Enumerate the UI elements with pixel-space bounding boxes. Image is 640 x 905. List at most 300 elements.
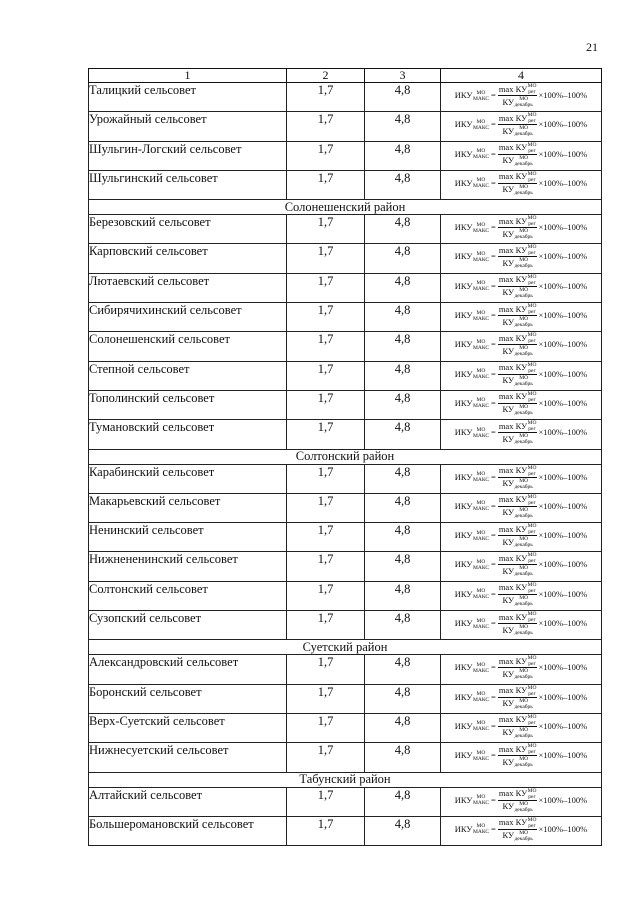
formula-den-sub: декабрь — [514, 409, 533, 416]
municipality-name: Нижнесуетский сельсовет — [89, 743, 287, 772]
value-col3: 4,8 — [365, 215, 441, 244]
formula-denominator — [501, 698, 533, 710]
formula-lhs-scripts — [473, 471, 489, 483]
value-col2: 1,7 — [287, 655, 365, 684]
formula-den-scripts — [514, 727, 532, 739]
formula-num-sup: МО — [527, 141, 537, 148]
table-row — [89, 390, 602, 419]
formula-fraction — [498, 244, 538, 269]
formula-denominator — [501, 125, 533, 137]
formula-den-scripts — [514, 478, 532, 490]
formula-tail: ×100%–100% — [538, 368, 588, 379]
formula-den-scripts — [514, 756, 532, 768]
formula-eq: = — [491, 500, 496, 511]
formula-den-sub: декабрь — [514, 439, 533, 446]
formula-fraction — [498, 582, 538, 607]
formula-lhs-scripts — [473, 368, 489, 380]
formula-tail: ×100%–100% — [538, 90, 588, 100]
formula-lhs-sup: МО — [476, 588, 486, 595]
formula-denominator — [501, 257, 533, 269]
formula — [455, 420, 587, 445]
formula-lhs: ИКУ — [454, 177, 473, 188]
formula-eq: = — [491, 119, 496, 130]
formula-lhs-scripts — [473, 427, 489, 439]
formula — [455, 494, 587, 519]
formula-den-sup: МО — [519, 536, 529, 543]
formula-lhs-sub: МАКС — [472, 800, 490, 807]
formula-den-sup: МО — [519, 345, 529, 352]
formula — [455, 743, 587, 768]
formula-num-sup: МО — [527, 215, 537, 222]
value-col3: 4,8 — [365, 523, 441, 552]
table-row — [89, 493, 602, 522]
formula-den-scripts — [514, 125, 532, 137]
value-col2: 1,7 — [287, 303, 365, 332]
formula-fraction — [498, 714, 538, 739]
table-row — [89, 684, 602, 713]
formula-num-scripts — [528, 112, 537, 124]
formula-lhs: ИКУ — [454, 471, 473, 482]
formula-den-sup: МО — [519, 624, 529, 631]
value-col2: 1,7 — [287, 170, 365, 199]
value-col3: 4,8 — [365, 816, 441, 845]
value-col3: 4,8 — [365, 420, 441, 449]
formula-numerator — [498, 655, 538, 668]
formula-lhs: ИКУ — [454, 90, 473, 100]
formula-den-sub: декабрь — [514, 835, 533, 842]
formula-num-text: max КУ — [498, 142, 528, 153]
formula-num-text: max КУ — [498, 215, 528, 226]
formula-den-sub: декабрь — [514, 630, 533, 637]
formula — [455, 817, 587, 842]
formula-tail: ×100%–100% — [538, 500, 588, 511]
formula-lhs: ИКУ — [454, 280, 473, 291]
table-row — [89, 273, 602, 302]
formula — [455, 244, 587, 269]
formula-num-text: max КУ — [498, 274, 528, 285]
municipality-name: Алтайский сельсовет — [89, 787, 287, 816]
formula — [455, 112, 587, 137]
formula-numerator — [498, 420, 538, 433]
formula-tail: ×100%–100% — [538, 662, 588, 673]
table-row — [89, 332, 602, 361]
formula-den-scripts — [514, 184, 532, 196]
formula-num-scripts — [528, 362, 537, 374]
table-row — [89, 743, 602, 772]
formula-den-text: КУ — [502, 404, 514, 415]
formula-num-sup: МО — [527, 273, 537, 280]
formula-lhs-scripts — [473, 397, 489, 409]
value-col2: 1,7 — [287, 684, 365, 713]
formula-num-sub: рег — [528, 309, 536, 316]
formula-tail: ×100%–100% — [538, 823, 588, 834]
formula-eq: = — [491, 720, 496, 731]
formula-denominator — [501, 536, 533, 548]
formula-tail: ×100%–100% — [538, 397, 588, 408]
formula-den-sub: декабрь — [514, 703, 533, 710]
formula-lhs: ИКУ — [454, 691, 473, 702]
formula-numerator — [498, 244, 538, 257]
formula-num-scripts — [528, 552, 537, 564]
formula-lhs: ИКУ — [454, 148, 473, 159]
formula-num-scripts — [528, 743, 537, 755]
formula-num-scripts — [528, 611, 537, 623]
formula-lhs-sub: МАКС — [472, 506, 490, 513]
municipality-name: Солтонский сельсовет — [89, 581, 287, 610]
formula-fraction — [498, 685, 538, 710]
formula-numerator — [498, 494, 538, 507]
formula-den-text: КУ — [502, 257, 514, 268]
formula — [455, 215, 587, 240]
formula-tail: ×100%–100% — [538, 310, 588, 321]
formula-denominator — [501, 404, 533, 416]
formula-den-text: КУ — [502, 830, 514, 841]
formula-den-sup: МО — [519, 477, 529, 484]
formula-denominator — [501, 155, 533, 167]
formula-den-text: КУ — [502, 565, 514, 576]
formula-num-text: max КУ — [498, 655, 528, 666]
formula-lhs: ИКУ — [454, 720, 473, 731]
formula-den-sub: декабрь — [514, 351, 533, 358]
formula-lhs-sup: МО — [476, 118, 486, 125]
formula-num-scripts — [528, 465, 537, 477]
formula-den-sup: МО — [519, 506, 529, 513]
formula-lhs: ИКУ — [454, 397, 473, 408]
formula-num-scripts — [528, 494, 537, 506]
formula-lhs: ИКУ — [454, 530, 473, 541]
formula-eq: = — [491, 618, 496, 629]
section-row — [89, 200, 602, 215]
table-body — [89, 83, 602, 846]
value-col3: 4,8 — [365, 244, 441, 273]
formula-den-text: КУ — [502, 727, 514, 738]
formula-den-sup: МО — [519, 154, 529, 161]
formula-numerator — [498, 788, 538, 801]
formula-den-text: КУ — [502, 287, 514, 298]
value-col2: 1,7 — [287, 552, 365, 581]
value-col3: 4,8 — [365, 581, 441, 610]
formula-denominator — [501, 507, 533, 519]
formula-cell — [441, 420, 602, 449]
formula-lhs-scripts — [473, 222, 489, 234]
formula-den-sup: МО — [519, 257, 529, 264]
table-row — [89, 655, 602, 684]
formula-num-sub: рег — [528, 529, 536, 536]
formula-tail: ×100%–100% — [538, 720, 588, 731]
formula-tail: ×100%–100% — [538, 427, 588, 438]
formula-eq: = — [491, 280, 496, 291]
formula-tail: ×100%–100% — [538, 618, 588, 629]
formula-num-sup: МО — [527, 581, 537, 588]
formula-num-text: max КУ — [498, 362, 528, 373]
formula-num-sup: МО — [527, 787, 537, 794]
municipality-name: Тумановский сельсовет — [89, 420, 287, 449]
formula-lhs: ИКУ — [454, 427, 473, 438]
formula-num-text: max КУ — [498, 494, 528, 505]
value-col3: 4,8 — [365, 787, 441, 816]
formula-den-sub: декабрь — [514, 380, 533, 387]
formula-denominator — [501, 668, 533, 680]
formula-num-text: max КУ — [498, 685, 528, 696]
formula-den-text: КУ — [502, 536, 514, 547]
formula-lhs-sub: МАКС — [472, 432, 490, 439]
formula-num-text: max КУ — [498, 244, 528, 255]
formula — [455, 523, 587, 548]
formula-lhs: ИКУ — [454, 119, 473, 130]
formula-den-scripts — [514, 287, 532, 299]
formula-num-sup: МО — [527, 112, 537, 119]
formula-tail: ×100%–100% — [538, 471, 588, 482]
formula-lhs-sub: МАКС — [472, 344, 490, 351]
formula-tail: ×100%–100% — [538, 794, 588, 805]
header-cell-4: 4 — [441, 69, 602, 83]
formula-num-sub: рег — [528, 822, 536, 829]
formula-fraction — [498, 523, 538, 548]
formula-lhs-scripts — [473, 119, 489, 131]
value-col2: 1,7 — [287, 390, 365, 419]
formula-lhs-sub: МАКС — [472, 594, 490, 601]
formula-tail: ×100%–100% — [538, 691, 588, 702]
formula-tail: ×100%–100% — [538, 588, 588, 599]
formula-num-sup: МО — [527, 83, 537, 89]
header-cell-1: 1 — [89, 69, 287, 83]
table-row — [89, 141, 602, 170]
formula-denominator — [501, 595, 533, 607]
formula-lhs: ИКУ — [454, 251, 473, 262]
formula-lhs: ИКУ — [454, 794, 473, 805]
formula-num-text: max КУ — [498, 112, 528, 123]
formula-cell — [441, 112, 602, 141]
formula-den-sup: МО — [519, 594, 529, 601]
formula-denominator — [501, 345, 533, 357]
formula-den-scripts — [514, 404, 532, 416]
formula-lhs: ИКУ — [454, 662, 473, 673]
formula-den-sup: МО — [519, 374, 529, 381]
formula-num-scripts — [528, 215, 537, 227]
formula-num-sub: рег — [528, 426, 536, 433]
formula-num-sub: рег — [528, 617, 536, 624]
formula-num-scripts — [528, 142, 537, 154]
formula-tail: ×100%–100% — [538, 177, 588, 188]
municipality-name: Урожайный сельсовет — [89, 112, 287, 141]
formula-lhs: ИКУ — [454, 618, 473, 629]
formula-num-scripts — [528, 523, 537, 535]
formula-num-sup: МО — [527, 743, 537, 750]
formula-fraction — [498, 743, 538, 768]
formula — [455, 274, 587, 299]
formula-den-text: КУ — [502, 507, 514, 518]
formula — [455, 685, 587, 710]
formula-denominator — [501, 756, 533, 768]
data-table — [88, 68, 602, 846]
formula-num-sub: рег — [528, 176, 536, 183]
table-row — [89, 244, 602, 273]
formula-eq: = — [491, 339, 496, 350]
formula-num-sub: рег — [528, 558, 536, 565]
formula-num-sub: рег — [528, 749, 536, 756]
formula-den-sub: декабрь — [514, 483, 533, 490]
formula-eq: = — [491, 90, 496, 100]
value-col2: 1,7 — [287, 523, 365, 552]
formula-den-text: КУ — [502, 624, 514, 635]
formula-lhs-sub: МАКС — [472, 124, 490, 131]
formula-eq: = — [491, 530, 496, 541]
formula-eq: = — [491, 823, 496, 834]
value-col3: 4,8 — [365, 464, 441, 493]
formula-den-sup: МО — [519, 565, 529, 572]
formula-lhs-sub: МАКС — [472, 95, 490, 102]
section-title: Суетский район — [89, 640, 602, 655]
formula-den-text: КУ — [502, 595, 514, 606]
formula-num-sup: МО — [527, 390, 537, 397]
formula — [455, 714, 587, 739]
formula-num-scripts — [528, 817, 537, 829]
formula-num-scripts — [528, 582, 537, 594]
formula-lhs-sub: МАКС — [472, 697, 490, 704]
formula-cell — [441, 523, 602, 552]
formula-lhs: ИКУ — [454, 310, 473, 321]
formula-fraction — [498, 817, 538, 842]
section-row — [89, 640, 602, 655]
formula-denominator — [501, 727, 533, 739]
formula-lhs-sub: МАКС — [472, 623, 490, 630]
table-row — [89, 581, 602, 610]
header-cell-3: 3 — [365, 69, 441, 83]
formula-den-sub: декабрь — [514, 512, 533, 519]
formula-den-sub: декабрь — [514, 732, 533, 739]
formula-den-text: КУ — [502, 96, 514, 107]
formula-num-text: max КУ — [498, 391, 528, 402]
municipality-name: Большеромановский сельсовет — [89, 816, 287, 845]
formula-lhs-sup: МО — [476, 309, 486, 316]
section-row — [89, 772, 602, 787]
table-row — [89, 83, 602, 112]
formula-num-sup: МО — [527, 552, 537, 559]
formula-tail: ×100%–100% — [538, 119, 588, 130]
formula — [455, 655, 587, 680]
table-row — [89, 420, 602, 449]
formula-cell — [441, 332, 602, 361]
formula-den-text: КУ — [502, 478, 514, 489]
value-col2: 1,7 — [287, 83, 365, 112]
formula-den-scripts — [514, 698, 532, 710]
formula-lhs-sub: МАКС — [472, 564, 490, 571]
formula-denominator — [501, 565, 533, 577]
formula-cell — [441, 303, 602, 332]
formula-den-text: КУ — [502, 125, 514, 136]
formula-eq: = — [491, 427, 496, 438]
formula-num-sup: МО — [527, 713, 537, 720]
formula-num-sup: МО — [527, 493, 537, 500]
formula-den-text: КУ — [502, 155, 514, 166]
formula-den-sup: МО — [519, 800, 529, 807]
value-col2: 1,7 — [287, 743, 365, 772]
formula-cell — [441, 170, 602, 199]
formula-lhs-sub: МАКС — [472, 374, 490, 381]
table-row — [89, 215, 602, 244]
municipality-name: Степной сельсовет — [89, 361, 287, 390]
formula-num-scripts — [528, 274, 537, 286]
table-row — [89, 170, 602, 199]
formula-den-scripts — [514, 624, 532, 636]
municipality-name: Верх-Суетский сельсовет — [89, 713, 287, 742]
value-col3: 4,8 — [365, 112, 441, 141]
value-col2: 1,7 — [287, 787, 365, 816]
formula-den-sup: МО — [519, 726, 529, 733]
table-row — [89, 464, 602, 493]
formula-num-text: max КУ — [498, 817, 528, 828]
municipality-name: Сузопский сельсовет — [89, 611, 287, 640]
formula-den-sub: декабрь — [514, 292, 533, 299]
formula-lhs-sup: МО — [476, 720, 486, 727]
formula-den-text: КУ — [502, 801, 514, 812]
formula-den-scripts — [514, 155, 532, 167]
formula-numerator — [498, 332, 538, 345]
formula-lhs-sub: МАКС — [472, 315, 490, 322]
formula-eq: = — [491, 397, 496, 408]
formula-tail: ×100%–100% — [538, 251, 588, 262]
formula-den-sup: МО — [519, 96, 529, 102]
formula-den-sup: МО — [519, 125, 529, 132]
table-row — [89, 787, 602, 816]
formula-num-scripts — [528, 714, 537, 726]
formula-lhs: ИКУ — [454, 500, 473, 511]
formula-fraction — [498, 142, 538, 167]
formula-num-scripts — [528, 332, 537, 344]
value-col2: 1,7 — [287, 816, 365, 845]
formula-eq: = — [491, 251, 496, 262]
formula-num-sub: рег — [528, 147, 536, 154]
section-title: Табунский район — [89, 772, 602, 787]
formula-lhs-sub: МАКС — [472, 227, 490, 234]
value-col2: 1,7 — [287, 611, 365, 640]
formula-den-sup: МО — [519, 183, 529, 190]
municipality-name: Карповский сельсовет — [89, 244, 287, 273]
formula-lhs-sup: МО — [476, 529, 486, 536]
value-col3: 4,8 — [365, 713, 441, 742]
value-col3: 4,8 — [365, 493, 441, 522]
formula — [455, 611, 587, 636]
formula-cell — [441, 464, 602, 493]
value-col2: 1,7 — [287, 713, 365, 742]
table-row — [89, 816, 602, 845]
formula-lhs-scripts — [473, 339, 489, 351]
value-col3: 4,8 — [365, 332, 441, 361]
formula-lhs-sup: МО — [476, 691, 486, 698]
table-row — [89, 361, 602, 390]
formula-denominator — [501, 316, 533, 328]
formula-fraction — [498, 391, 538, 416]
formula-lhs: ИКУ — [454, 368, 473, 379]
formula-denominator — [501, 624, 533, 636]
formula-fraction — [498, 420, 538, 445]
formula-eq: = — [491, 177, 496, 188]
formula-den-sup: МО — [519, 697, 529, 704]
formula-lhs-sup: МО — [476, 794, 486, 801]
formula — [455, 83, 587, 108]
formula-den-sub: декабрь — [514, 234, 533, 241]
formula-lhs-sup: МО — [476, 617, 486, 624]
value-col3: 4,8 — [365, 390, 441, 419]
formula-num-sub: рег — [528, 279, 536, 286]
formula-num-sup: МО — [527, 684, 537, 691]
formula-numerator — [498, 303, 538, 316]
formula-lhs-sub: МАКС — [472, 256, 490, 263]
formula-fraction — [498, 303, 538, 328]
formula-num-text: max КУ — [498, 743, 528, 754]
formula-den-scripts — [514, 830, 532, 842]
formula-denominator — [501, 375, 533, 387]
